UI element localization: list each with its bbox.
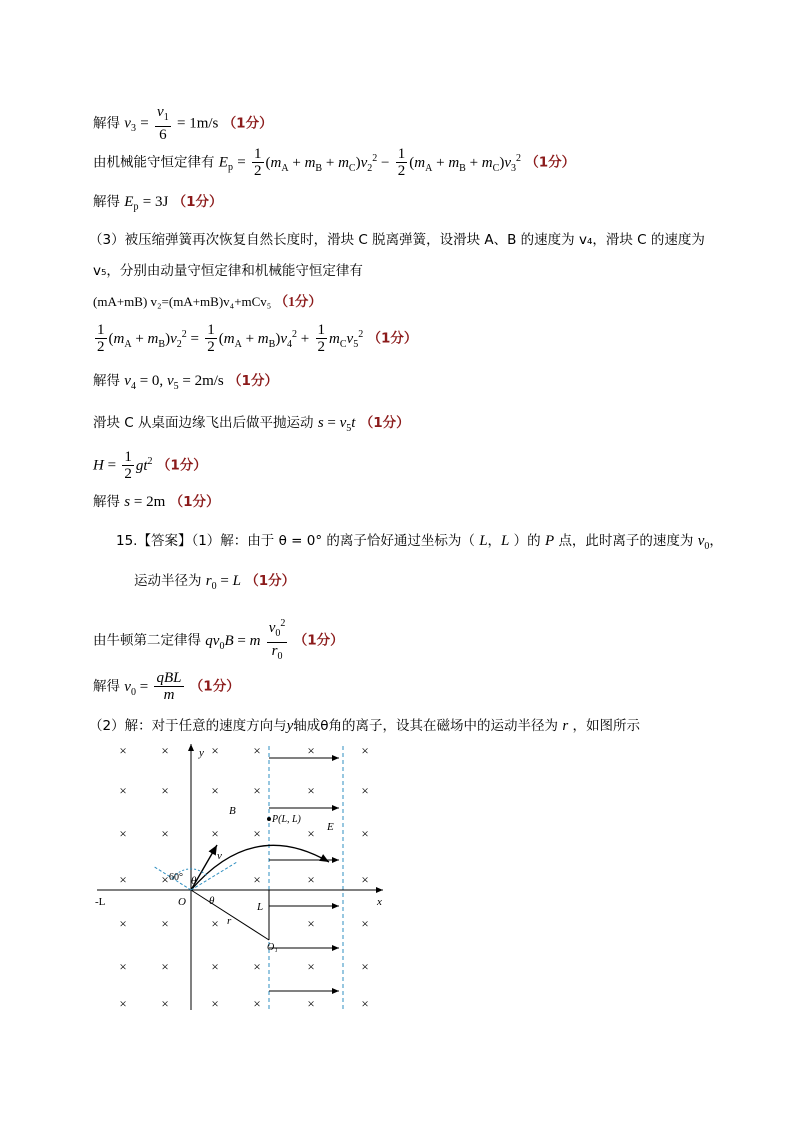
line-energy-equation-2: $\frac{1}{2}$ $(m_A + m_B)v_2^2$ = $\frac{1}{2}$ $(m_A + m_B)v_4^2$ + $\frac{1}{2}$ $m_Cv_5^2$ （1分）: [97, 322, 418, 355]
angle-60-label: 60°: [169, 872, 183, 883]
score-badge: （1分）: [367, 330, 418, 347]
svg-text:×: ×: [119, 872, 127, 887]
y-axis-label: y: [199, 747, 204, 759]
line-v3-result: 解得 $v_3$ = $\frac{v_1}{6}$ = 1m/s （1分）: [93, 104, 273, 143]
score-badge: （1分）: [156, 457, 207, 474]
svg-text:×: ×: [161, 916, 169, 931]
svg-text:×: ×: [119, 826, 127, 841]
svg-text:×: ×: [119, 783, 127, 798]
e-field-label: E: [327, 821, 334, 833]
svg-text:×: ×: [361, 959, 369, 974]
o1-label: O₁: [267, 942, 278, 953]
svg-text:×: ×: [361, 743, 369, 758]
score-badge: （1分）: [189, 678, 240, 695]
score-badge: （1分）: [169, 494, 220, 510]
svg-text:×: ×: [253, 996, 261, 1011]
svg-text:×: ×: [161, 783, 169, 798]
svg-text:×: ×: [161, 826, 169, 841]
line-projectile: 滑块 C 从桌面边缘飞出后做平抛运动 $s = v_5t$ （1分）: [93, 415, 410, 434]
svg-text:×: ×: [307, 783, 315, 798]
line-height-equation: H = $\frac{1}{2}$ $gt^2$ （1分）: [93, 449, 207, 482]
svg-text:×: ×: [361, 783, 369, 798]
svg-text:×: ×: [161, 996, 169, 1011]
svg-text:×: ×: [119, 959, 127, 974]
line-part3-intro: （3）被压缩弹簧再次恢复自然长度时，滑块 C 脱离弹簧，设滑块 A、B 的速度为 v₄，滑块 C 的速度为: [89, 232, 705, 248]
svg-text:×: ×: [307, 996, 315, 1011]
neg-l-label: -L: [95, 896, 106, 908]
score-badge: （1分）: [525, 154, 576, 171]
svg-text:×: ×: [211, 959, 219, 974]
line-momentum-equation: (mA+mB) v₂=(mA+mB)v₄+mCv₅ （1分）: [93, 294, 322, 309]
line-energy-equation: 由机械能守恒定律有 $E_p$ = $\frac{1}{2}$ $(m_A + m_B + m_C)v_2^2$ − $\frac{1}{2}$ $(m_A + m_B + m_C)v_3^2$ （1分）: [93, 146, 576, 179]
svg-text:×: ×: [253, 743, 261, 758]
point-p: [267, 817, 271, 821]
line-part2-intro: （2）解：对于任意的速度方向与y轴成θ角的离子，设其在磁场中的运动半径为 r ，如图所示: [89, 718, 640, 734]
x-axis-label: x: [377, 896, 382, 908]
svg-text:×: ×: [161, 959, 169, 974]
svg-text:×: ×: [211, 743, 219, 758]
line-q15-intro: 15.【答案】（1）解：由于 θ = 0° 的离子恰好通过坐标为（ L，L ）的 P 点，此时离子的速度为 $v_0$，: [116, 533, 723, 552]
score-badge: （1分）: [359, 415, 410, 431]
score-badge: （1分）: [293, 632, 344, 649]
svg-text:×: ×: [361, 826, 369, 841]
line-radius: 运动半径为 $r_0 = L$ （1分）: [134, 573, 296, 592]
svg-text:×: ×: [119, 743, 127, 758]
line-v0-result: 解得 $v_0$ = $\frac{\text{qBL}}{m}$ （1分）: [93, 670, 240, 703]
svg-text:×: ×: [307, 916, 315, 931]
svg-text:×: ×: [253, 959, 261, 974]
svg-text:×: ×: [161, 872, 169, 887]
svg-text:×: ×: [119, 916, 127, 931]
svg-text:×: ×: [307, 872, 315, 887]
line-v4-v5-result: 解得 $v_4 = 0$, $v_5 = 2m/s$ （1分）: [93, 373, 278, 392]
svg-text:×: ×: [211, 996, 219, 1011]
point-p-label: P(L, L): [272, 814, 301, 825]
line-ep-result: 解得 $E_p = 3J$ （1分）: [93, 194, 223, 213]
svg-text:×: ×: [253, 826, 261, 841]
angle-ray-right: [191, 862, 237, 890]
svg-text:×: ×: [211, 826, 219, 841]
svg-text:×: ×: [307, 959, 315, 974]
svg-text:×: ×: [307, 826, 315, 841]
svg-text:×: ×: [211, 916, 219, 931]
magnetic-field-diagram: [93, 738, 393, 1013]
svg-text:×: ×: [253, 783, 261, 798]
radius-label: r: [227, 915, 232, 927]
l-label: L: [257, 901, 264, 913]
svg-text:×: ×: [307, 743, 315, 758]
field-crosses: [119, 743, 368, 1011]
line-s-result: 解得 s = 2m （1分）: [93, 494, 220, 510]
score-badge: （1分）: [274, 294, 322, 309]
line-part3-intro-cont: v₅，分别由动量守恒定律和机械能守恒定律有: [93, 263, 363, 279]
origin-label: O: [178, 896, 186, 908]
svg-text:×: ×: [119, 996, 127, 1011]
theta-label-upper: θ: [191, 875, 197, 887]
svg-text:×: ×: [253, 872, 261, 887]
svg-text:×: ×: [361, 872, 369, 887]
b-field-label: B: [229, 805, 236, 817]
electric-field-arrows: [269, 758, 339, 991]
score-badge: （1分）: [222, 115, 273, 132]
svg-text:×: ×: [211, 783, 219, 798]
score-badge: （1分）: [228, 373, 278, 389]
velocity-label: v: [217, 850, 222, 862]
svg-text:×: ×: [361, 916, 369, 931]
score-badge: （1分）: [172, 194, 223, 210]
svg-text:×: ×: [161, 743, 169, 758]
svg-text:×: ×: [361, 996, 369, 1011]
score-badge: （1分）: [245, 573, 296, 589]
line-newton: 由牛顿第二定律得 $qv_0B = m$ $\frac{v_0^2}{r_0}$ （1分）: [93, 618, 344, 662]
theta-label-lower: θ: [209, 895, 215, 907]
